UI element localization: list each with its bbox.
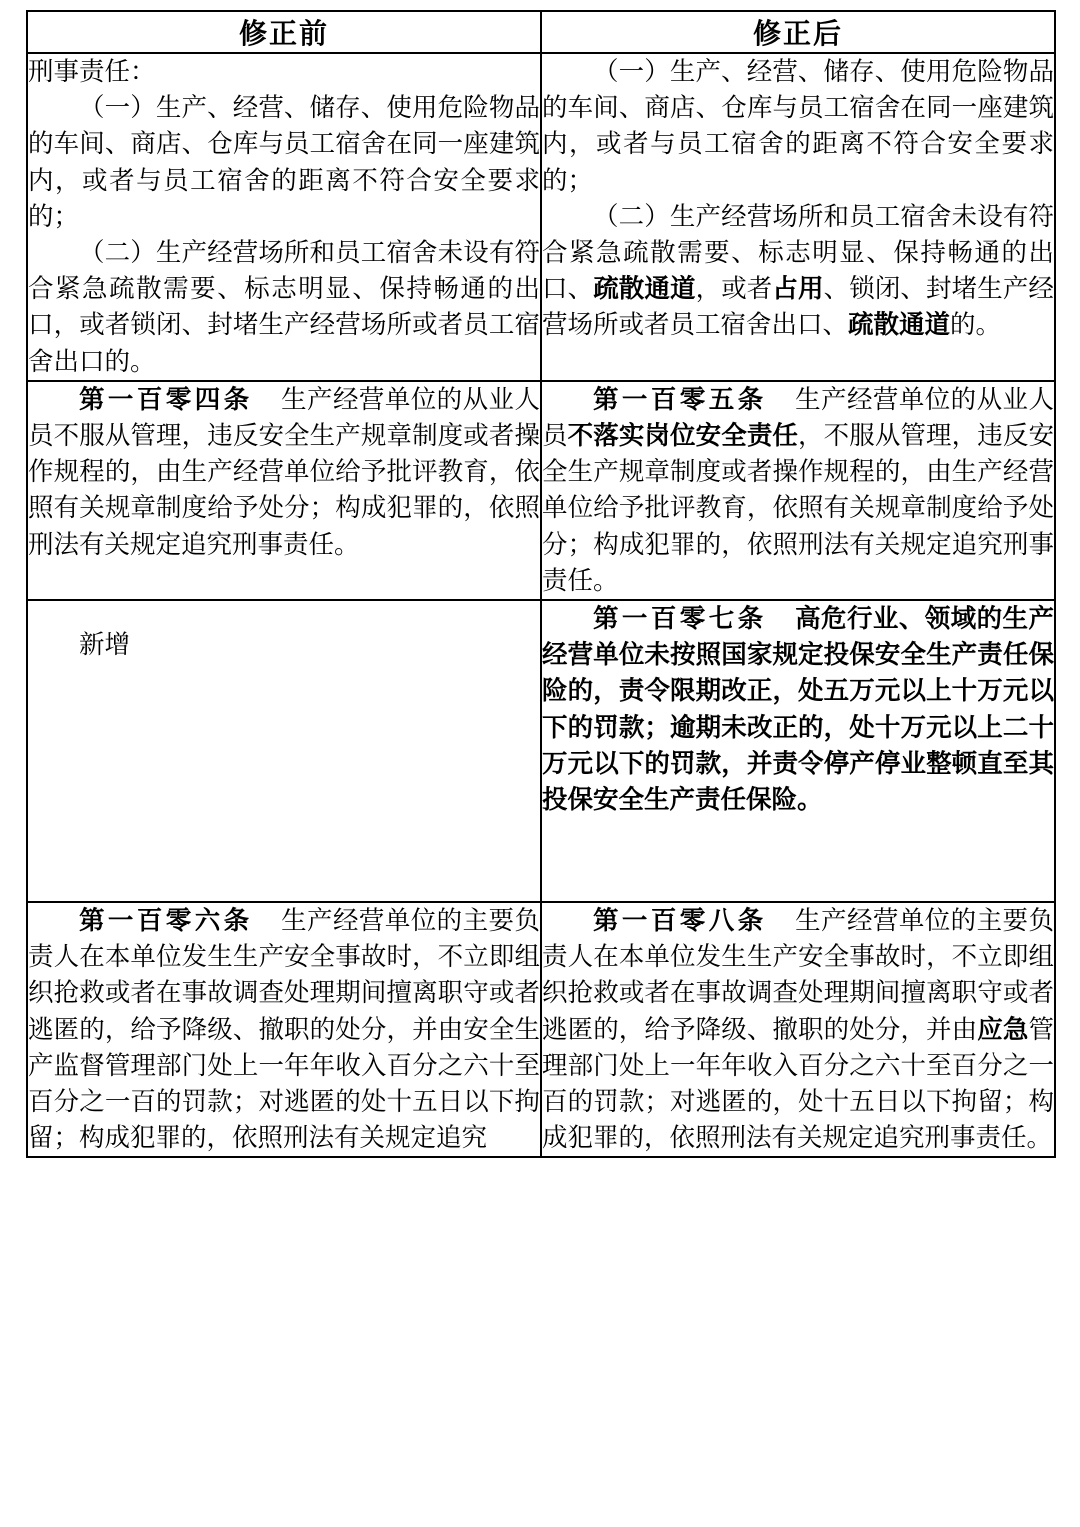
table-header-row xyxy=(27,11,1055,53)
body-text: （二）生产经营场所和员工宿舍未设有符合紧急疏散需要、标志明显、保持畅通的出口、 xyxy=(542,201,1054,304)
article-paragraph xyxy=(542,601,1054,818)
table-row xyxy=(27,381,1055,600)
body-text: ，或者 xyxy=(695,274,773,304)
column-header-before: 修正前 xyxy=(27,11,541,53)
article-paragraph xyxy=(28,903,540,1156)
emphasized-text: 疏散通道 xyxy=(593,274,696,304)
article-number: 第一百零六条 xyxy=(79,906,253,936)
cell-after-3 xyxy=(541,600,1055,902)
emphasized-text: 疏散通道 xyxy=(848,310,951,340)
body-text: 的。 xyxy=(950,310,1002,340)
article-number: 第一百零七条 xyxy=(593,604,767,634)
cell-after-1 xyxy=(541,53,1055,381)
article-number: 第一百零四条 xyxy=(79,384,253,414)
emphasized-text: 不落实岗位安全责任 xyxy=(567,421,799,451)
cell-before-1 xyxy=(27,53,541,381)
table-row xyxy=(27,53,1055,381)
cell-before-3 xyxy=(27,600,541,902)
body-text: （一）生产、经营、储存、使用危险物品的车间、商店、仓库与员工宿舍在同一座建筑内，或者与员工宿舍的距离不符合安全要求的； xyxy=(542,57,1054,195)
column-header-after: 修正后 xyxy=(541,11,1055,53)
body-text: 、锁闭、封堵生产经营场所或者员工宿舍出口、 xyxy=(542,274,1054,340)
emphasized-text: 应急 xyxy=(977,1014,1029,1044)
table-row xyxy=(27,902,1055,1157)
body-text: 生产经营单位的从业人员 xyxy=(542,384,1054,451)
emphasized-text: 占用 xyxy=(772,274,824,304)
article-number: 第一百零五条 xyxy=(593,384,767,414)
article-text xyxy=(542,385,1054,595)
comparison-table xyxy=(26,10,1056,1158)
article-paragraph xyxy=(542,903,1054,1156)
body-text: 管理部门处上一年年收入百分之六十至百分之一百的罚款；对逃匿的，处十五日以下拘留；构成犯罪的，依照刑法有关规定追究刑事责任。 xyxy=(542,1014,1054,1153)
article-paragraph xyxy=(28,382,540,563)
paragraph-item-1 xyxy=(542,54,1054,199)
paragraph-lead: 刑事责任： xyxy=(28,57,156,86)
cell-before-2 xyxy=(27,381,541,600)
article-text: 生产经营单位的从业人员不服从管理，违反安全生产规章制度或者操作规程的，由生产经营单位给予批评教育，依照有关规章制度给予处分；构成犯罪的，依照刑法有关规定追究刑事责任。 xyxy=(28,384,540,559)
cell-after-4 xyxy=(541,902,1055,1157)
body-text: 生产经营单位的主要负责人在本单位发生生产安全事故时，不立即组织抢救或者在事故调查处理期间擅离职守或者逃匿的，给予降级、撤职的处分，并由 xyxy=(542,906,1054,1044)
article-text xyxy=(542,906,1054,1152)
new-addition-label: 新增 xyxy=(79,629,131,659)
article-text: 高危行业、领域的生产经营单位未按照国家规定投保安全生产责任保险的，责令限期改正，处五万元以上十万元以下的罚款；逾期未改正的，处十万元以上二十万元以下的罚款，并责令停产停业整顿直至其投保安全生产责任保险。 xyxy=(542,604,1054,815)
article-text: 生产经营单位的主要负责人在本单位发生生产安全事故时，不立即组织抢救或者在事故调查处理期间擅离职守或者逃匿的，给予降级、撤职的处分，并由安全生产监督管理部门处上一年年收入百分之六十至百分之一百的罚款；对逃匿的处十五日以下拘留；构成犯罪的，依照刑法有关规定追究 xyxy=(28,906,540,1153)
cell-after-2 xyxy=(541,381,1055,600)
cell-before-4 xyxy=(27,902,541,1157)
paragraph-item-2 xyxy=(542,199,1054,344)
paragraph-item-1: （一）生产、经营、储存、使用危险物品的车间、商店、仓库与员工宿舍在同一座建筑内，或者与员工宿舍的距离不符合安全要求的； xyxy=(28,93,540,231)
table-row xyxy=(27,600,1055,902)
article-paragraph xyxy=(542,382,1054,599)
article-number: 第一百零八条 xyxy=(593,906,767,936)
paragraph-item-2: （二）生产经营场所和员工宿舍未设有符合紧急疏散需要、标志明显、保持畅通的出口，或者锁闭、封堵生产经营场所或者员工宿舍出口的。 xyxy=(28,238,540,376)
body-text: ，不服从管理，违反安全生产规章制度或者操作规程的，由生产经营单位给予批评教育，依照有关规章制度给予处分；构成犯罪的，依照刑法有关规定追究刑事责任。 xyxy=(542,421,1054,595)
